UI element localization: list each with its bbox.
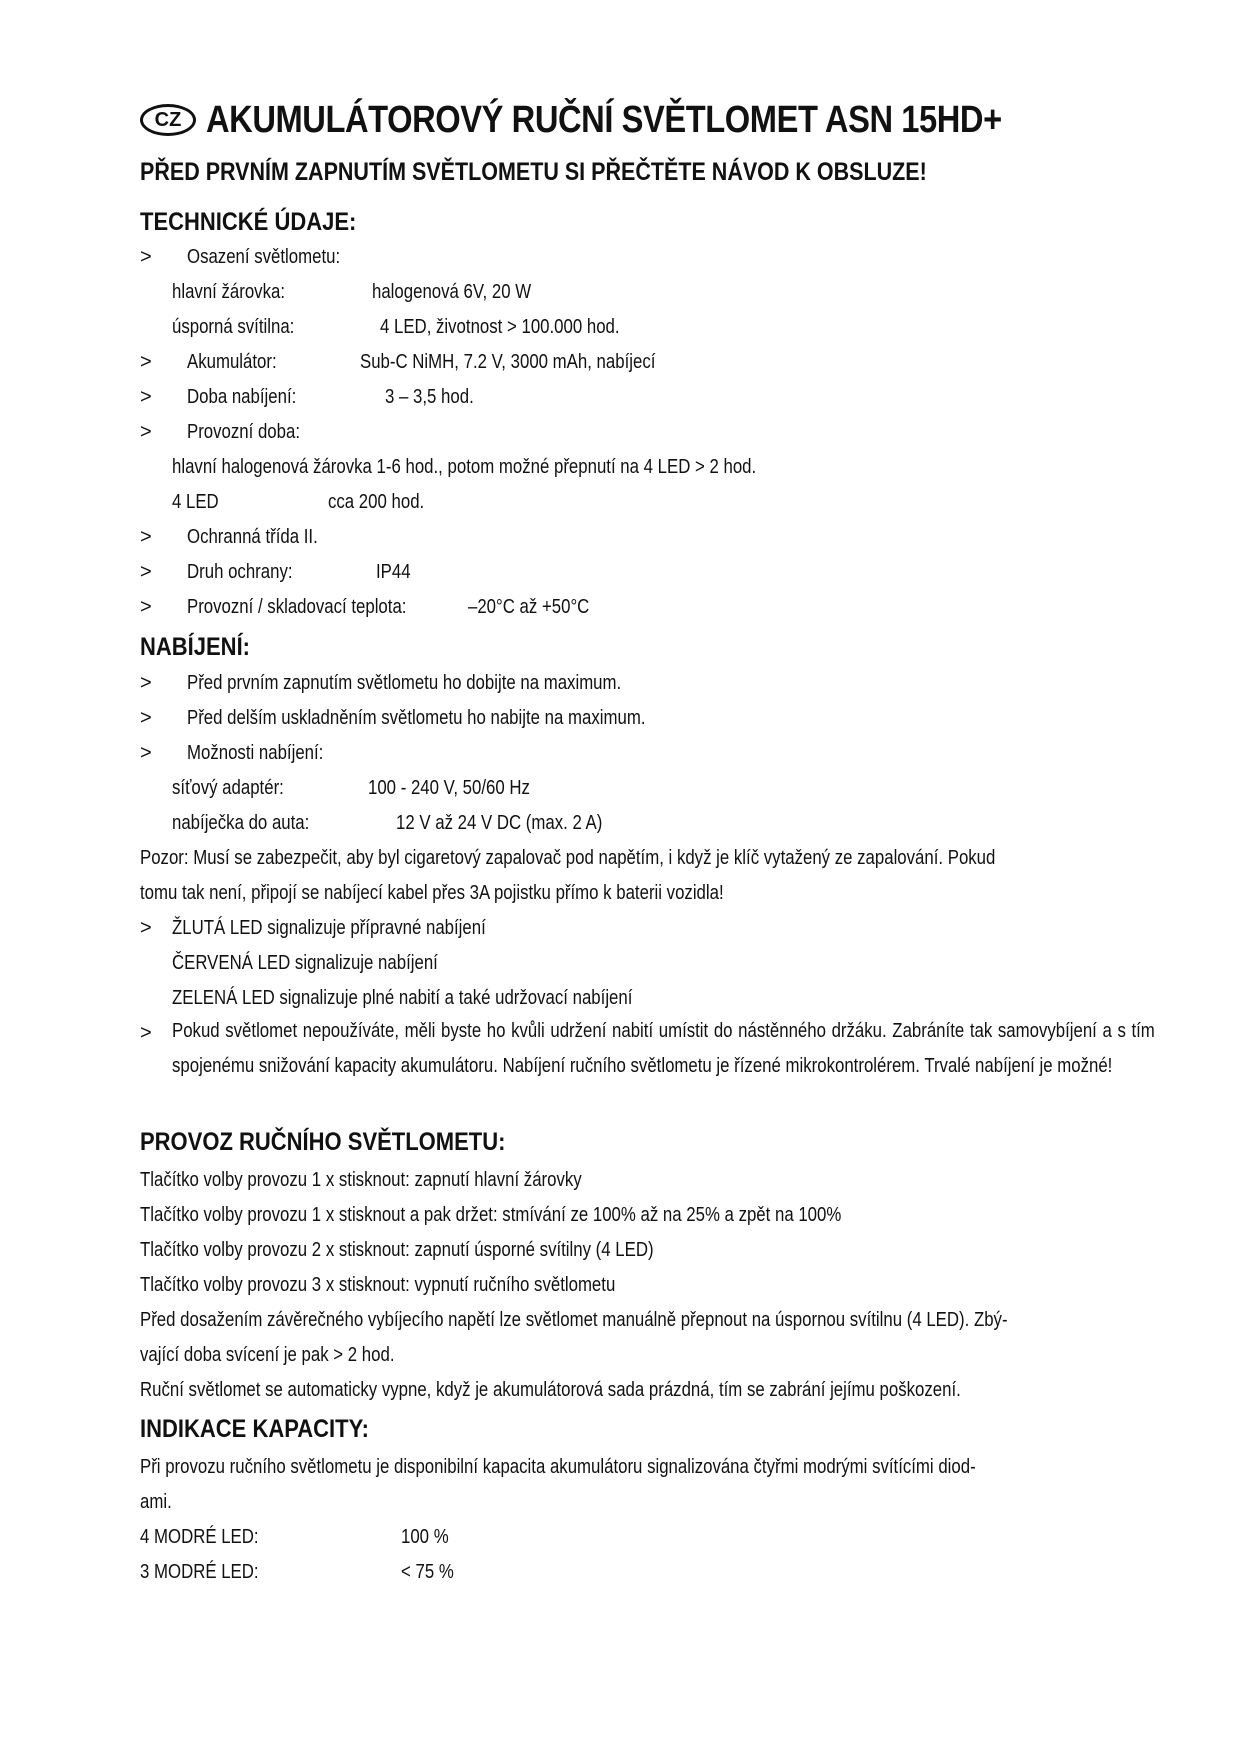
spec-value: 3 – 3,5 hod. — [385, 386, 474, 408]
bullet-marker: > — [140, 561, 152, 583]
tech-ochranna: Ochranná třída II. — [187, 526, 318, 548]
pozor-line: tomu tak není, připojí se nabíjecí kabel přes 3A pojistku přímo k baterii vozidla! — [140, 882, 724, 904]
spec-label: síťový adaptér: — [172, 777, 284, 799]
bullet-marker: > — [140, 526, 152, 548]
bullet-marker: > — [140, 742, 152, 764]
bullet-marker: > — [140, 246, 152, 268]
section-heading-charging: NABÍJENÍ: — [140, 633, 251, 661]
spec-label: nabíječka do auta: — [172, 812, 310, 834]
spec-label: Akumulátor: — [187, 351, 277, 373]
spec-label: úsporná svítilna: — [172, 316, 295, 338]
capacity-label: 3 MODRÉ LED: — [140, 1561, 259, 1583]
operation-line: Před dosažením závěrečného vybíjecího napětí lze světlomet manuálně přepnout na úspornou svítilnu (4 LED). Zbý- — [140, 1309, 1008, 1331]
spec-label: Provozní / skladovací teplota: — [187, 596, 407, 618]
bullet-marker: > — [140, 707, 152, 729]
charging-item: Před delším uskladněním světlometu ho nabijte na maximum. — [187, 707, 646, 729]
bullet-marker: > — [140, 596, 152, 618]
spec-value: halogenová 6V, 20 W — [372, 281, 532, 303]
capacity-label: 4 MODRÉ LED: — [140, 1526, 259, 1548]
charging-item: Před prvním zapnutím světlometu ho dobijte na maximum. — [187, 672, 622, 694]
tech-osazeni: Osazení světlometu: — [187, 246, 341, 268]
charging-item: Možnosti nabíjení: — [187, 742, 324, 764]
spec-label: 4 LED — [172, 491, 219, 513]
bullet-marker: > — [140, 672, 152, 694]
led-yellow-line: ŽLUTÁ LED signalizuje přípravné nabíjení — [172, 917, 486, 939]
spec-value: cca 200 hod. — [328, 491, 425, 513]
operation-line: Ruční světlomet se automaticky vypne, když je akumulátorová sada prázdná, tím se zabrání jejímu poškození. — [140, 1379, 961, 1401]
spec-value: –20°C až +50°C — [468, 596, 590, 618]
spec-label: hlavní žárovka: — [172, 281, 285, 303]
spec-value: IP44 — [376, 561, 411, 583]
operation-line: Tlačítko volby provozu 3 x stisknout: vypnutí ručního světlometu — [140, 1274, 616, 1296]
capacity-value: < 75 % — [401, 1561, 454, 1583]
capacity-line: Při provozu ručního světlometu je disponibilní kapacita akumulátoru signalizována čtyřmi modrými svítícími diod- — [140, 1456, 976, 1478]
spec-label: Doba nabíjení: — [187, 386, 297, 408]
holder-paragraph: Pokud světlomet nepoužíváte, měli byste ho kvůli udržení nabití umístit do nástěnného držáku. Zabráníte tak samovybíjení a s tím spojenému snižování kapacity akumulátoru. Nabíjení ručního světlometu je řízené mikrokontrolérem. Trvalé nabíjení je možné! — [172, 1020, 1155, 1077]
bullet-marker: > — [140, 351, 152, 373]
spec-value: Sub-C NiMH, 7.2 V, 3000 mAh, nabíjecí — [360, 351, 656, 373]
pozor-line: Pozor: Musí se zabezpečit, aby byl cigaretový zapalovač pod napětím, i když je klíč vytažený ze zapalování. Pokud — [140, 847, 996, 869]
tech-halogen-line: hlavní halogenová žárovka 1-6 hod., potom možné přepnutí na 4 LED > 2 hod. — [172, 456, 757, 478]
operation-line: Tlačítko volby provozu 2 x stisknout: zapnutí úsporné svítilny (4 LED) — [140, 1239, 654, 1261]
spec-label: Druh ochrany: — [187, 561, 293, 583]
bullet-marker: > — [140, 421, 152, 443]
operation-line: Tlačítko volby provozu 1 x stisknout a pak držet: stmívání ze 100% až na 25% a zpět na 100% — [140, 1204, 842, 1226]
safety-warning: PŘED PRVNÍM ZAPNUTÍM SVĚTLOMETU SI PŘEČTĚTE NÁVOD K OBSLUZE! — [140, 158, 927, 186]
led-red-line: ČERVENÁ LED signalizuje nabíjení — [172, 952, 438, 974]
bullet-marker: > — [140, 917, 152, 939]
tech-provozni-doba: Provozní doba: — [187, 421, 301, 443]
section-heading-operation: PROVOZ RUČNÍHO SVĚTLOMETU: — [140, 1128, 506, 1156]
capacity-value: 100 % — [401, 1526, 449, 1548]
language-badge: CZ — [140, 104, 196, 136]
bullet-marker: > — [140, 386, 152, 408]
spec-value: 4 LED, životnost > 100.000 hod. — [380, 316, 620, 338]
bullet-marker: > — [140, 1022, 152, 1044]
spec-value: 100 - 240 V, 50/60 Hz — [368, 777, 530, 799]
title-row — [140, 92, 1131, 148]
section-heading-capacity: INDIKACE KAPACITY: — [140, 1415, 369, 1443]
led-green-line: ZELENÁ LED signalizuje plné nabití a také udržovací nabíjení — [172, 987, 633, 1009]
operation-line: vající doba svícení je pak > 2 hod. — [140, 1344, 395, 1366]
spec-value: 12 V až 24 V DC (max. 2 A) — [396, 812, 603, 834]
page-title: AKUMULÁTOROVÝ RUČNÍ SVĚTLOMET ASN 15HD+ — [206, 98, 1002, 141]
operation-line: Tlačítko volby provozu 1 x stisknout: zapnutí hlavní žárovky — [140, 1169, 582, 1191]
section-heading-tech: TECHNICKÉ ÚDAJE: — [140, 208, 357, 236]
capacity-line: ami. — [140, 1491, 172, 1513]
